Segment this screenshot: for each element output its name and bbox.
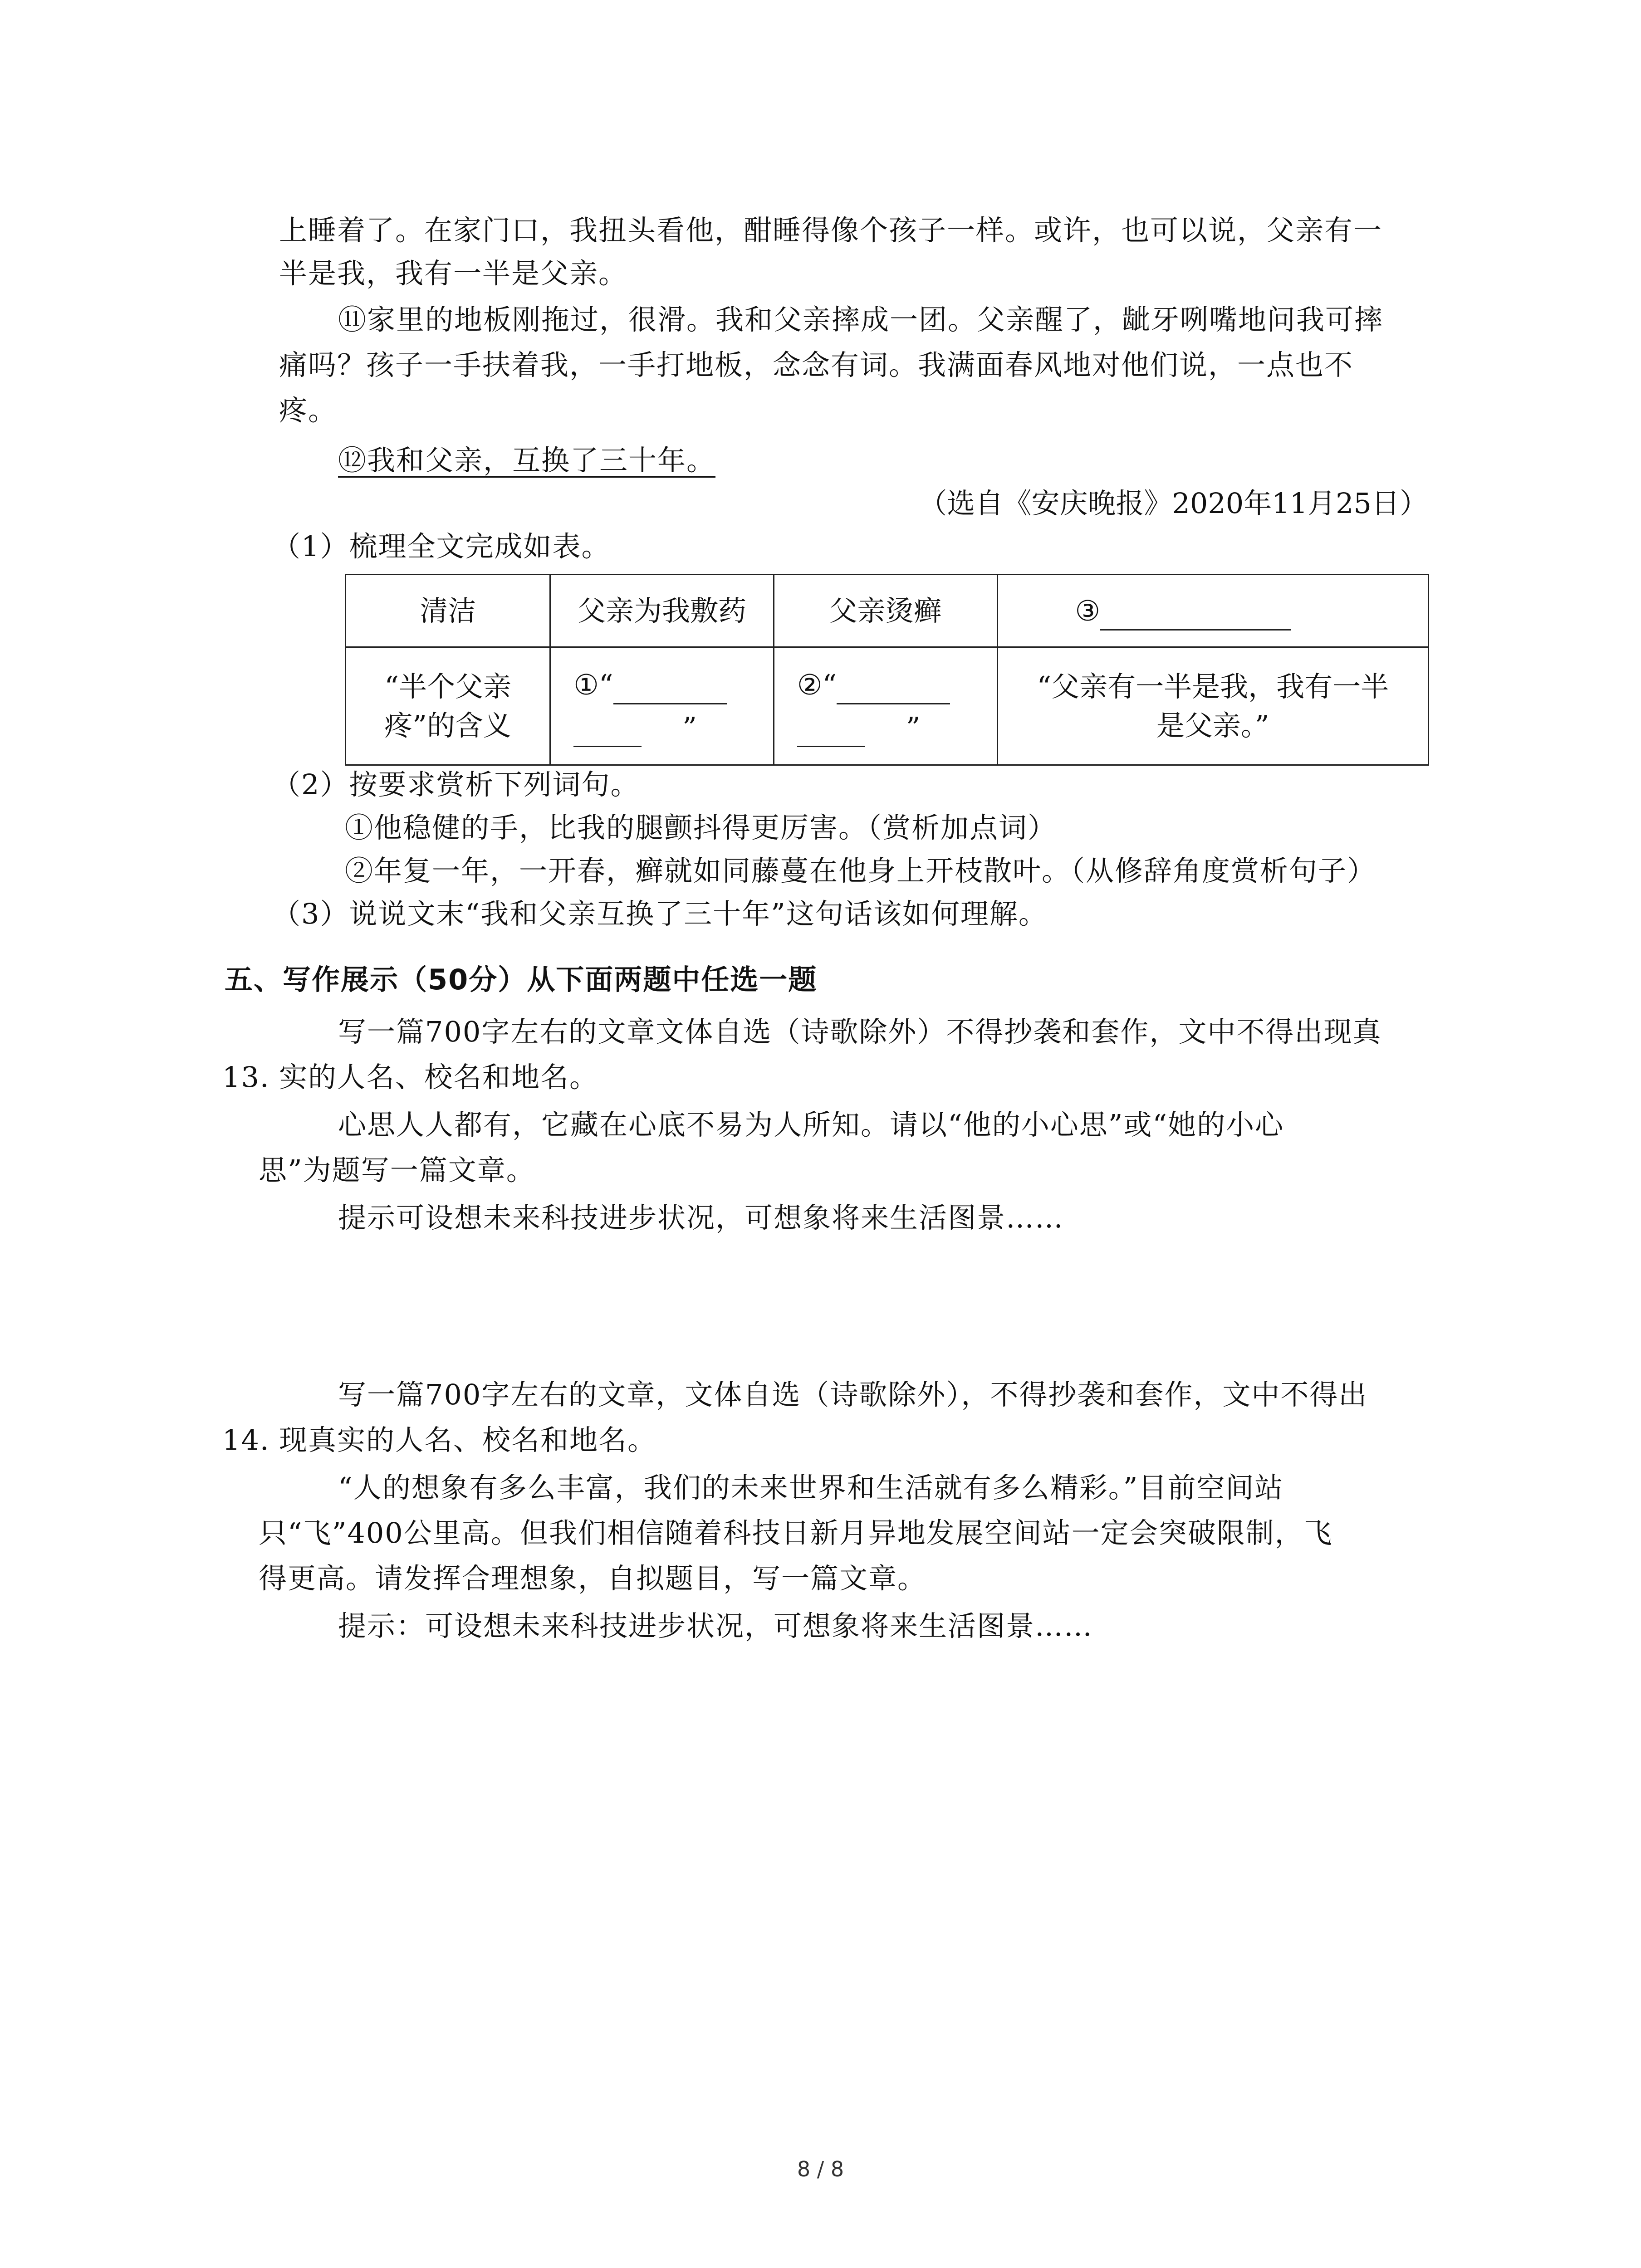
table-cell-cleaning: 清洁 [346, 575, 550, 647]
table-cell-meaning-3: “父亲有一半是我，我有一半是父亲。” [997, 647, 1429, 765]
blank-1-line-a[interactable] [613, 676, 727, 704]
blank-1-top [573, 665, 764, 704]
q14-line-4: 只“飞”400公里高。但我们相信随着科技日新月异地发展空间站一定会突破限制，飞 [259, 1516, 1333, 1549]
paragraph-11-line-1: ⑪家里的地板刚拖过，很滑。我和父亲摔成一团。父亲醒了，龇牙咧嘴地问我可摔 [338, 303, 1384, 336]
blank-2-line-b[interactable] [797, 719, 865, 747]
question-2-item-2: ②年复一年，一开春，癣就如同藤蔓在他身上开枝散叶。（从修辞角度赏析句子） [345, 854, 1376, 887]
blank-2-line-a[interactable] [837, 676, 950, 704]
paragraph-11-line-3: 疼。 [279, 394, 338, 427]
paragraph-12: ⑫我和父亲，互换了三十年。 [338, 444, 716, 477]
table-row-label: “半个父亲疼”的含义 [346, 647, 550, 765]
paragraph-10-line-1: 上睡着了。在家门口，我扭头看他，酣睡得像个孩子一样。或许，也可以说，父亲有一 [279, 214, 1383, 247]
blank-1-line-b[interactable] [573, 719, 642, 747]
q13-line-4: 思”为题写一篇文章。 [259, 1154, 535, 1187]
q13-number: 13. [222, 1061, 270, 1094]
q14-line-1: 写一篇700字左右的文章，文体自选（诗歌除外），不得抄袭和套作，文中不得出 [338, 1378, 1368, 1411]
answer-table [345, 574, 1429, 766]
blank-1-bottom [573, 708, 764, 747]
q13-line-5: 提示可设想未来科技进步状况，可想象将来生活图景…… [338, 1201, 1064, 1234]
blank-3-label: ③ [1075, 594, 1101, 627]
writing-section-heading: 五、写作展示（50分）从下面两题中任选一题 [225, 963, 818, 996]
paragraph-10-line-2: 半是我，我有一半是父亲。 [279, 257, 628, 290]
page-number: 8 / 8 [797, 2157, 844, 2181]
blank-2-bottom [797, 708, 988, 747]
q14-line-3: “人的想象有多么丰富，我们的未来世界和生活就有多么精彩。”目前空间站 [338, 1471, 1284, 1504]
q14-line-6: 提示：可设想未来科技进步状况，可想象将来生活图景…… [338, 1609, 1093, 1642]
question-1: （1）梳理全文完成如表。 [272, 530, 611, 563]
table-cell-scald: 父亲烫癣 [774, 575, 997, 647]
table-cell-blank-2[interactable] [774, 647, 997, 765]
blank-1-prefix: ①“ [573, 668, 613, 701]
blank-2-top [797, 665, 988, 704]
q13-line-1: 写一篇700字左右的文章文体自选（诗歌除外）不得抄袭和套作，文中不得出现真 [338, 1015, 1382, 1048]
paragraph-11-line-2: 痛吗？孩子一手扶着我，一手打地板，念念有词。我满面春风地对他们说，一点也不 [279, 348, 1354, 381]
table-cell-blank-3[interactable] [997, 575, 1429, 647]
q13-line-3: 心思人人都有，它藏在心底不易为人所知。请以“他的小心思”或“她的小心 [338, 1108, 1284, 1141]
q13-line-2: 实的人名、校名和地名。 [279, 1061, 599, 1094]
q14-line-5: 得更高。请发挥合理想象，自拟题目，写一篇文章。 [259, 1562, 927, 1595]
blank-3-line[interactable] [1100, 602, 1291, 631]
blank-2-suffix: ” [906, 710, 921, 744]
q14-line-2: 现真实的人名、校名和地名。 [279, 1423, 657, 1457]
blank-1-suffix: ” [682, 710, 697, 744]
table-cell-blank-1[interactable] [550, 647, 774, 765]
question-3: （3）说说文末“我和父亲互换了三十年”这句话该如何理解。 [272, 897, 1048, 930]
source-citation: （选自《安庆晚报》2020年11月25日） [919, 487, 1428, 520]
question-2: （2）按要求赏析下列词句。 [272, 768, 640, 801]
table-cell-medicine: 父亲为我敷药 [550, 575, 774, 647]
table-meaning-row [346, 647, 1429, 765]
q14-number: 14. [222, 1423, 270, 1457]
table-header-row [346, 575, 1429, 647]
blank-2-prefix: ②“ [797, 668, 837, 701]
question-2-item-1: ①他稳健的手，比我的腿颤抖得更厉害。（赏析加点词） [345, 811, 1057, 844]
